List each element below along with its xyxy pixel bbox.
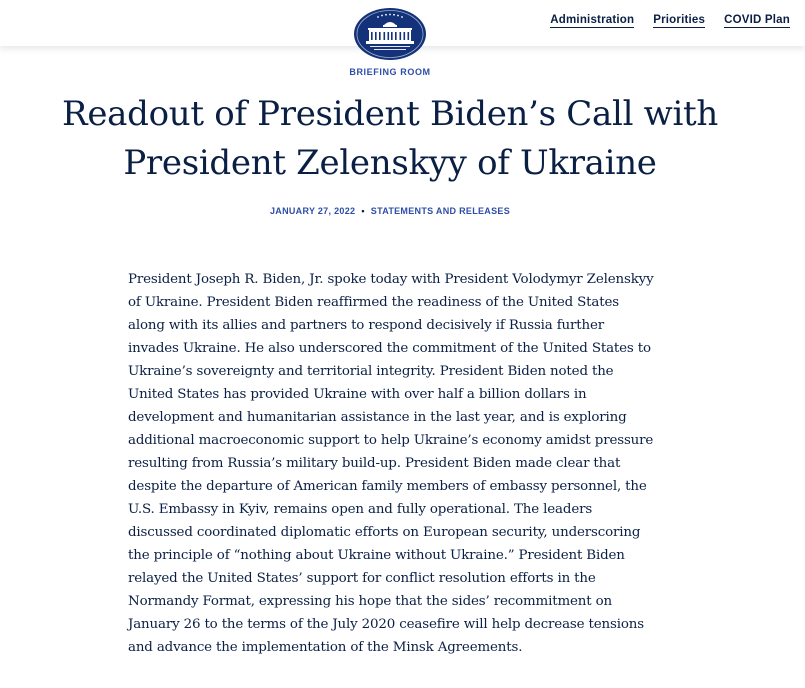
white-house-seal-icon[interactable] <box>354 8 426 60</box>
main-nav <box>550 14 790 28</box>
article-meta <box>0 206 780 216</box>
article-date: JANUARY 27, 2022 <box>269 206 356 216</box>
article-category-link[interactable]: STATEMENTS AND RELEASES <box>370 206 511 216</box>
article-body: President Joseph R. Biden, Jr. spoke today with President Volodymyr Zelenskyy of Ukraine. President Biden reaffirmed the readiness of the United States along with its allies and partners to respond decisively if Russia further invades Ukraine. He also underscored the commitment of the United States to Ukraine’s sovereignty and territorial integrity. President Biden noted the United States has provided Ukraine with over half a billion dollars in development and humanitarian assistance in the last year, and is exploring additional macroeconomic support to help Ukraine’s economy amidst pressure resulting from Russia’s military build-up. President Biden made clear that despite the departure of American family members of embassy personnel, the U.S. Embassy in Kyiv, remains open and fully operational. The leaders discussed coordinated diplomatic efforts on European security, underscoring the principle of “nothing about Ukraine without Ukraine.” President Biden relayed the United States’ support for conflict resolution efforts in the Normandy Format, expressing his hope that the sides’ recommitment on January 26 to the terms of the July 2020 ceasefire will help decrease tensions and advance the implementation of the Minsk Agreements. <box>128 272 654 655</box>
nav-link-administration[interactable]: Administration <box>550 14 635 26</box>
seal-graphic <box>354 8 426 60</box>
nav-link-priorities[interactable]: Priorities <box>653 14 706 26</box>
meta-separator-dot: • <box>361 206 365 216</box>
nav-link-covid-plan[interactable]: COVID Plan <box>724 14 790 26</box>
section-label-briefing-room[interactable]: BRIEFING ROOM <box>349 67 431 77</box>
article-title: Readout of President Biden’s Call with President Zelenskyy of Ukraine <box>62 94 718 183</box>
